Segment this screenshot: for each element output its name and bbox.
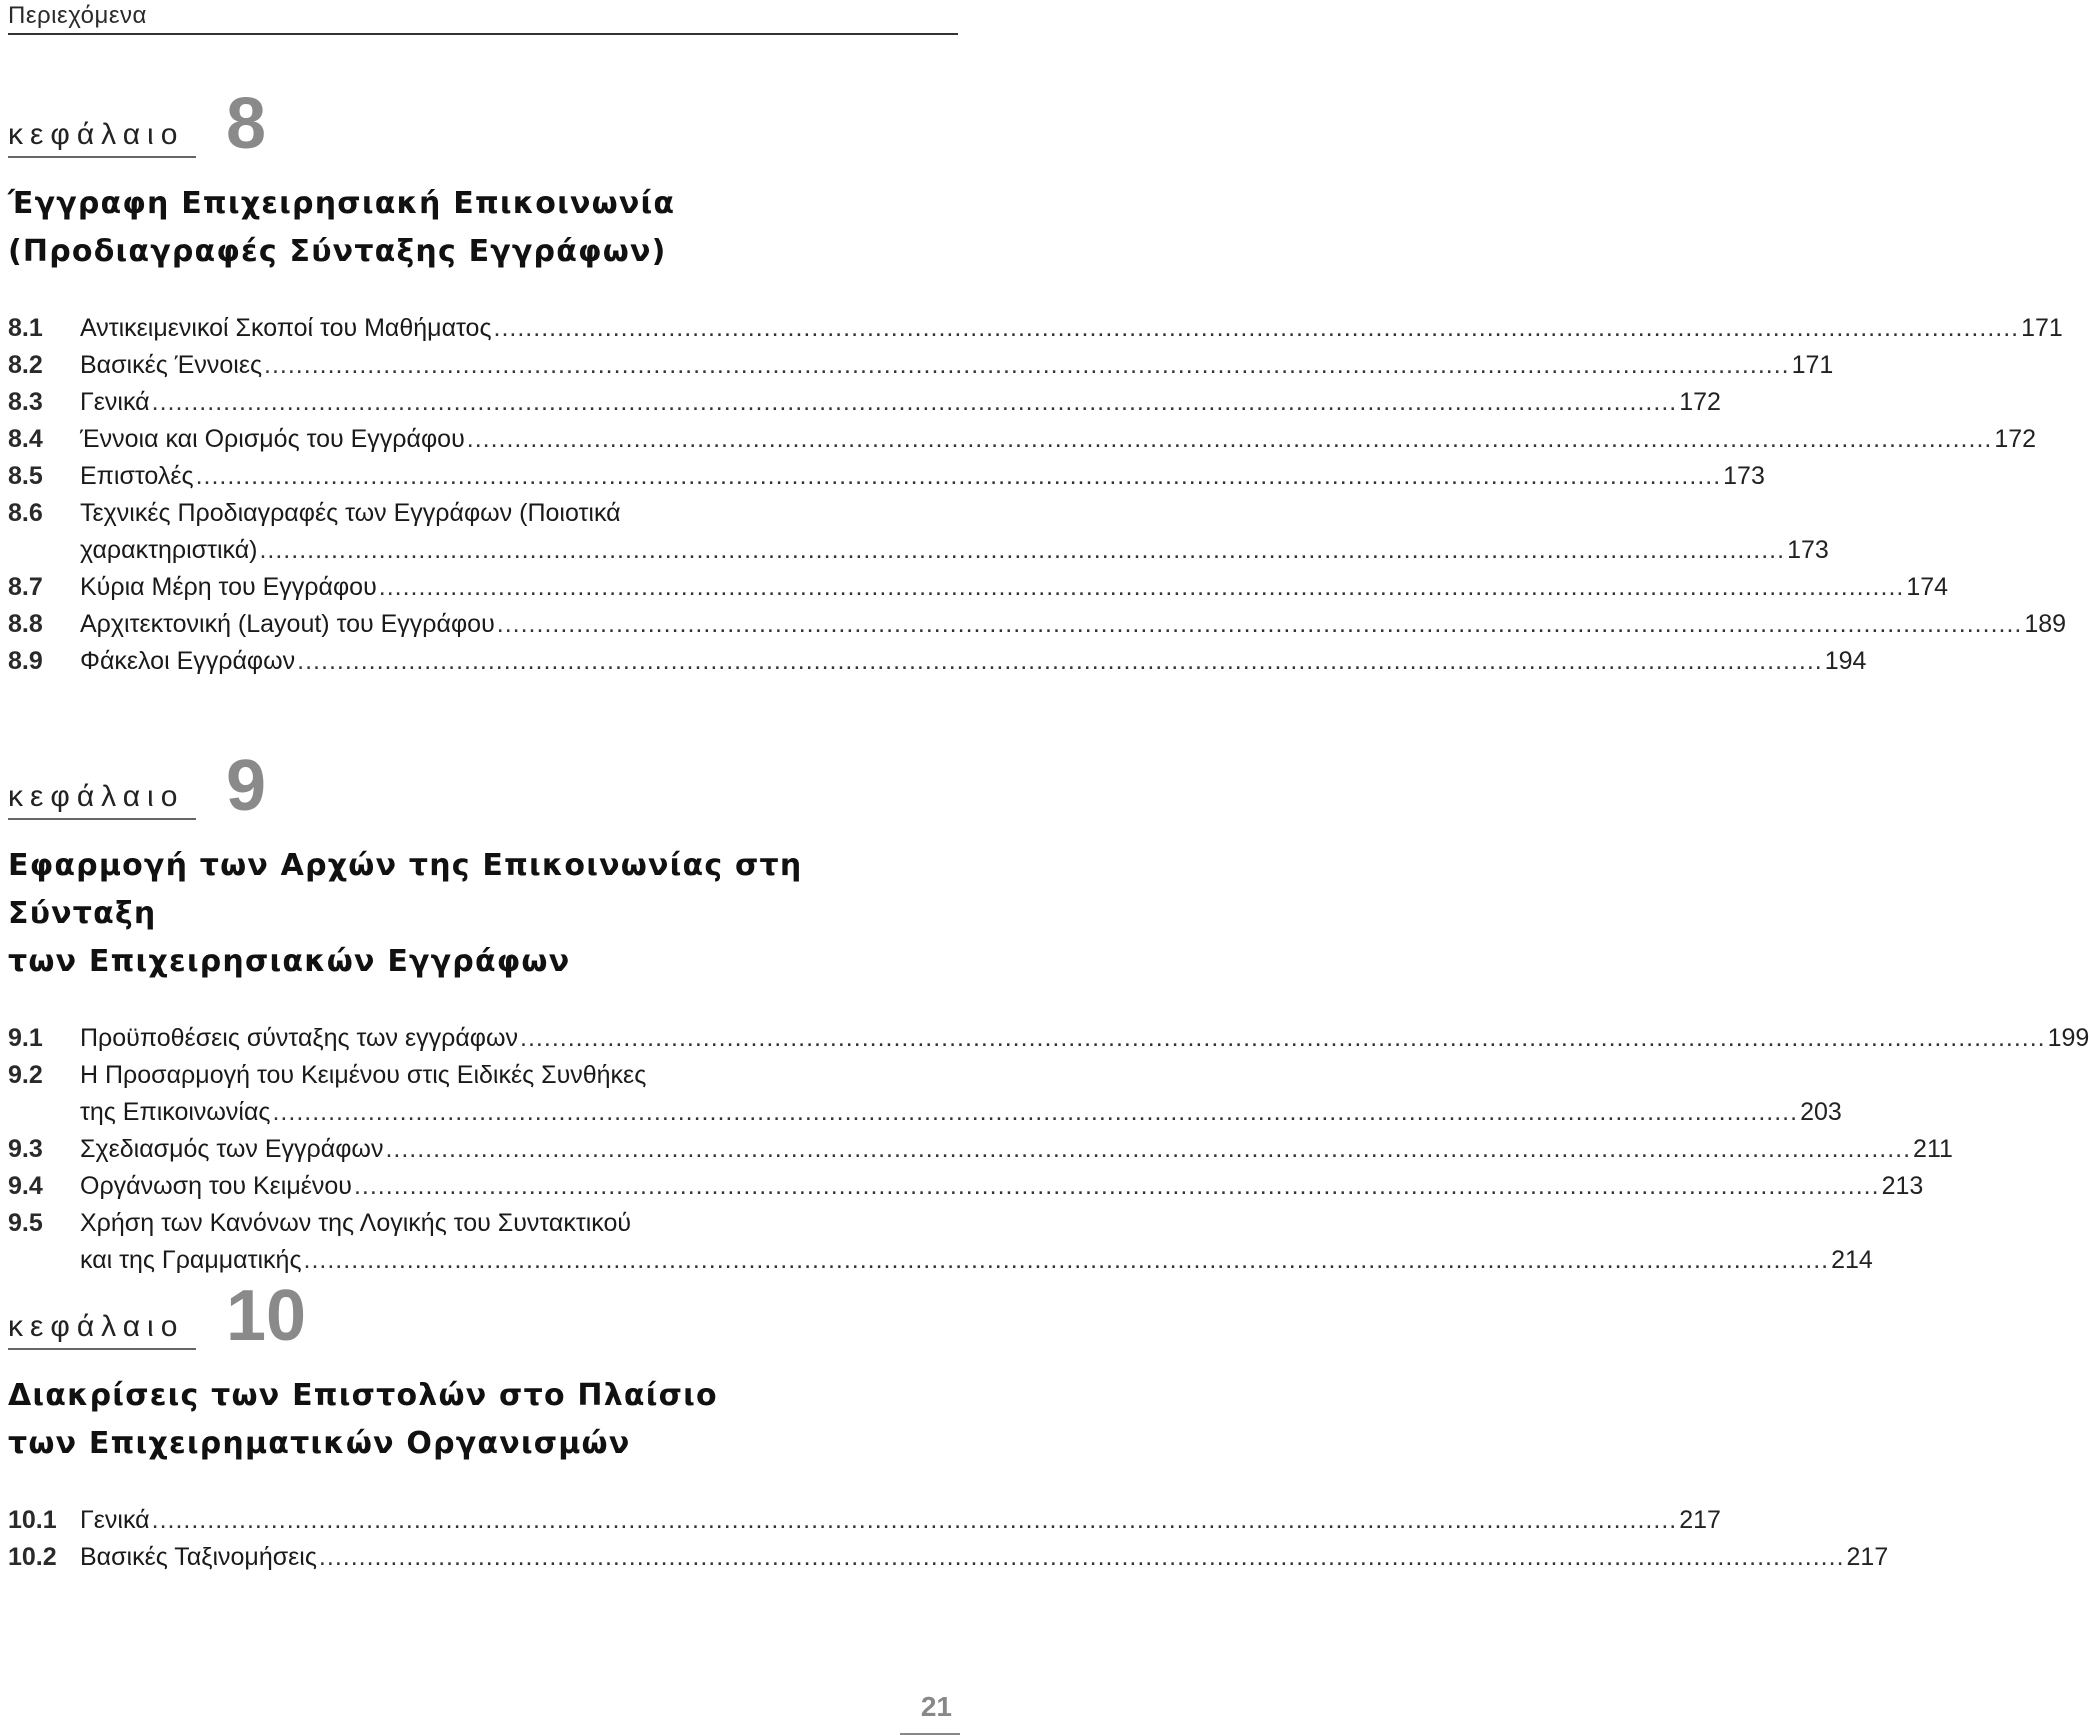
toc-entry-title: Χρήση των Κανόνων της Λογικής του Συντακτικού [80,1209,632,1237]
dot-leader [152,1502,1678,1539]
toc-entry-page: 217 [1846,1543,1889,1571]
toc-entry-page: 171 [1791,351,1834,379]
toc-entry-title: Γενικά [80,388,150,416]
chapter-title-line: των Επιχειρηματικών Οργανισμών [8,1426,631,1461]
chapter-number: 8 [226,84,267,164]
dot-leader [319,1539,1845,1576]
chapter-heading [8,84,953,164]
dot-leader [196,458,1722,495]
chapter-word-underline [8,156,196,158]
toc-entry[interactable] [8,1168,1924,1205]
toc-entry-number: 9.1 [8,1024,43,1052]
toc-entry[interactable] [8,421,2037,458]
toc-entry-title: Αρχιτεκτονική (Layout) του Εγγράφου [80,610,495,638]
toc-entry[interactable] [8,1539,1889,1576]
toc-entry-number: 8.7 [8,573,43,601]
toc-entry[interactable] [8,310,2063,347]
toc-entry-page: 213 [1881,1172,1924,1200]
toc-entry[interactable] [8,1131,1953,1168]
chapter-title-line: (Προδιαγραφές Σύνταξης Εγγράφων) [8,234,667,269]
toc-entry-page: 211 [1913,1135,1953,1163]
chapter-title [8,1372,953,1468]
toc-entry-page: 172 [1679,388,1721,416]
dot-leader [354,1168,1880,1205]
toc-entry-title: Σχεδιασμός των Εγγράφων [80,1135,384,1163]
toc-entry-title: Οργάνωση του Κειμένου [80,1172,352,1200]
toc-entry[interactable] [8,1057,1842,1131]
toc-entry-number: 8.8 [8,610,43,638]
chapter-title-line: Έγγραφη Επιχειρησιακή Επικοινωνία [8,186,676,221]
toc-entry-title: Τεχνικές Προδιαγραφές των Εγγράφων (Ποιοτικά [80,499,621,527]
toc-entry-number: 8.4 [8,425,43,453]
toc-list [8,1020,2089,1279]
chapter-title-line: Εφαρμογή των Αρχών της Επικοινωνίας στη Σύνταξη [8,848,803,931]
toc-entry-page: 171 [2021,314,2063,342]
dot-leader [494,310,2020,347]
chapter-title [8,180,953,276]
page-header [8,0,958,36]
toc-entry-page: 173 [1787,536,1829,564]
toc-entry-title: Φάκελοι Εγγράφων [80,647,296,675]
toc-entry-page: 172 [1994,425,2037,453]
toc-entry[interactable] [8,384,1721,421]
toc-entry[interactable] [8,1020,2089,1057]
toc-entry-number: 8.1 [8,314,43,342]
chapter-title-line: Διακρίσεις των Επιστολών στο Πλαίσιο [8,1378,718,1413]
chapter-heading [8,746,953,826]
toc-entry-title: Η Προσαρμογή του Κειμένου στις Ειδικές Συνθήκες [80,1061,647,1089]
toc-list [8,1502,1889,1576]
toc-entry-page: 214 [1831,1246,1873,1274]
toc-entry-title: Επιστολές [80,462,194,490]
chapter-number: 9 [226,746,267,826]
chapter-title [8,842,953,986]
toc-entry-number: 8.5 [8,462,43,490]
toc-entry[interactable] [8,1502,1721,1539]
dot-leader [379,569,1905,606]
header-rule [8,33,958,35]
toc-entry-number: 10.1 [8,1506,57,1534]
toc-entry-number: 8.6 [8,499,43,527]
dot-leader [272,1094,1798,1131]
chapter-9 [8,746,2089,1279]
toc-entry-title-cont: και της Γραμματικής [80,1246,302,1274]
toc-entry-page: 173 [1723,462,1765,490]
toc-entry-number: 9.3 [8,1135,43,1163]
toc-entry-number: 9.5 [8,1209,43,1237]
toc-entry-number: 10.2 [8,1543,57,1571]
toc-entry-page: 194 [1824,647,1867,675]
toc-entry-number: 8.3 [8,388,43,416]
toc-entry-page: 199 [2047,1024,2089,1052]
chapter-8 [8,84,2067,680]
dot-leader [152,384,1678,421]
toc-entry-page: 174 [1906,573,1949,601]
dot-leader [385,1131,1911,1168]
toc-entry-number: 8.2 [8,351,43,379]
toc-list [8,310,2067,680]
toc-entry-number: 8.9 [8,647,43,675]
toc-entry-title-cont: της Επικοινωνίας [80,1098,271,1126]
dot-leader [297,643,1823,680]
chapter-heading [8,1276,953,1356]
toc-entry-page: 203 [1800,1098,1842,1126]
toc-entry-title: Βασικές Ταξινομήσεις [80,1543,317,1571]
chapter-word: κεφάλαιο [8,780,185,813]
dot-leader [497,606,2023,643]
chapter-word-underline [8,818,196,820]
toc-entry-page: 189 [2024,610,2067,638]
toc-entry-number: 9.4 [8,1172,43,1200]
chapter-word: κεφάλαιο [8,1310,185,1343]
toc-entry-title: Βασικές Έννοιες [80,351,263,379]
toc-entry[interactable] [8,347,1834,384]
chapter-10 [8,1276,1889,1576]
toc-entry-title: Αντικειμενικοί Σκοποί του Μαθήματος [80,314,492,342]
chapter-title-line: των Επιχειρησιακών Εγγράφων [8,944,571,979]
toc-entry-title: Προϋποθέσεις σύνταξης των εγγράφων [80,1024,519,1052]
toc-entry[interactable] [8,569,1949,606]
dot-leader [304,1242,1830,1279]
page-number: 21 [920,1691,952,1722]
toc-entry-title-cont: χαρακτηριστικά) [80,536,258,564]
toc-entry-number: 9.2 [8,1061,43,1089]
toc-entry-title: Έννοια και Ορισμός του Εγγράφου [80,425,465,453]
header-label: Περιεχόμενα [8,2,147,29]
toc-entry[interactable] [8,643,1867,680]
dot-leader [264,347,1790,384]
toc-entry[interactable] [8,495,1829,569]
dot-leader [467,421,1993,458]
toc-entry-page: 217 [1679,1506,1721,1534]
chapter-word-underline [8,1348,196,1350]
chapter-word: κεφάλαιο [8,118,185,151]
toc-entry[interactable] [8,458,1765,495]
dot-leader [520,1020,2046,1057]
chapter-number: 10 [226,1276,307,1356]
toc-entry-title: Κύρια Μέρη του Εγγράφου [80,573,377,601]
toc-entry-title: Γενικά [80,1506,150,1534]
toc-entry[interactable] [8,606,2067,643]
toc-entry[interactable] [8,1205,1873,1279]
dot-leader [259,532,1785,569]
